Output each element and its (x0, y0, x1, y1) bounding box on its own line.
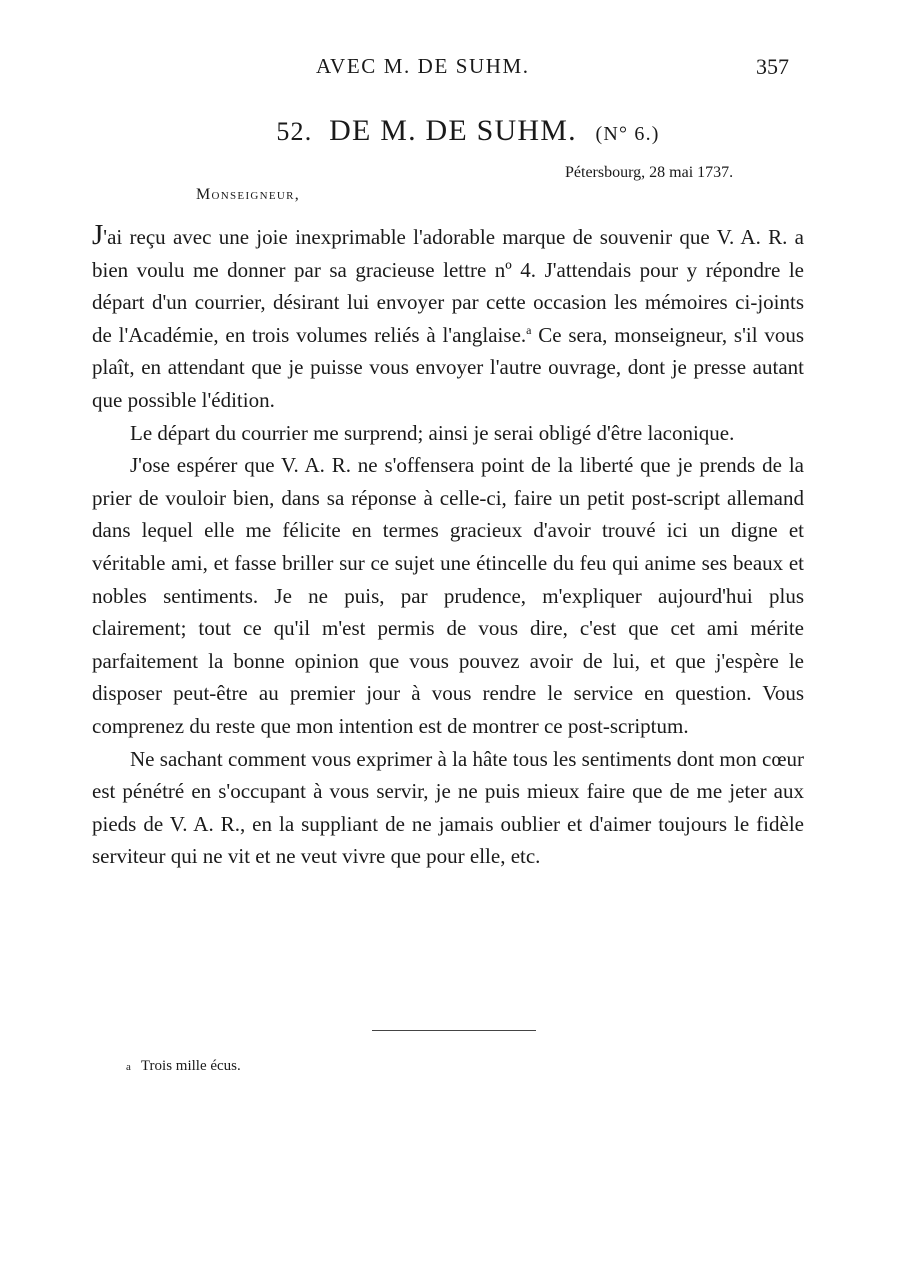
page-number: 357 (756, 54, 789, 79)
paragraph-3: J'ose espérer que V. A. R. ne s'offensera point de la liberté que je prends de la prier de vouloir bien, dans sa réponse à celle-ci, faire un petit post-script allemand dans lequel elle me félicite en termes gracieux d'avoir trouvé ici un digne et véritable ami, et fasse briller sur ce sujet une étincelle du feu qui anime ses beaux et nobles sentiments. Je ne puis, par prudence, m'expliquer aujourd'hui plus clairement; tout ce qu'il m'est permis de vous dire, c'est que cet ami mérite parfaitement la bonne opinion que vous pouvez avoir de lui, et que j'espère le disposer peut-être au premier jour à vous rendre le service en question. Vous comprenez du reste que mon intention est de montrer ce post-scriptum. (92, 453, 804, 738)
running-title: AVEC M. DE SUHM. (316, 54, 530, 78)
letter-heading (18, 114, 900, 148)
letter-body (92, 219, 804, 873)
letter-reference: (N° 6.) (595, 123, 660, 145)
running-head (0, 54, 900, 84)
paragraph-1-continuation: Ce sera, monseigneur, s'il vous plaît, en attendant que je puisse vous envoyer l'autre ouvrage, dont je presse autant que possible l'édition. (92, 322, 804, 412)
dateline: Pétersbourg, 28 mai 1737. (565, 164, 734, 181)
salutation: Monseigneur, (196, 186, 301, 203)
footnote-marker: a (126, 1061, 131, 1073)
paragraph-1-text: 'ai reçu avec une joie inexprimable l'adorable marque de souvenir que V. A. R. a bien voulu me donner par sa gracieuse lettre nº 4. J'attendais pour y répondre le départ d'un courrier, désirant lui envoyer par cette occasion les mémoires ci-joints de l'Académie, en trois volumes reliés à l'anglaise. (92, 225, 804, 347)
letter-number: 52. (276, 117, 313, 146)
paragraph-1 (92, 219, 804, 417)
footnote-reference[interactable]: a (526, 322, 532, 337)
footnote-divider (372, 1030, 536, 1031)
footnote-text: Trois mille écus. (140, 1058, 241, 1074)
drop-cap: J (92, 219, 104, 251)
paragraph-2: Le départ du courrier me surprend; ainsi je serai obligé d'être laconique. (130, 420, 735, 445)
footnote (126, 1058, 241, 1075)
letter-title: DE M. DE SUHM. (329, 114, 577, 147)
paragraph-4: Ne sachant comment vous exprimer à la hâte tous les sentiments dont mon cœur est pénétré en s'occupant à vous servir, je ne puis mieux faire que de me jeter aux pieds de V. A. R., en la suppliant de ne jamais oublier et d'aimer toujours le fidèle serviteur qui ne vit et ne veut vivre que pour elle, etc. (92, 746, 804, 869)
